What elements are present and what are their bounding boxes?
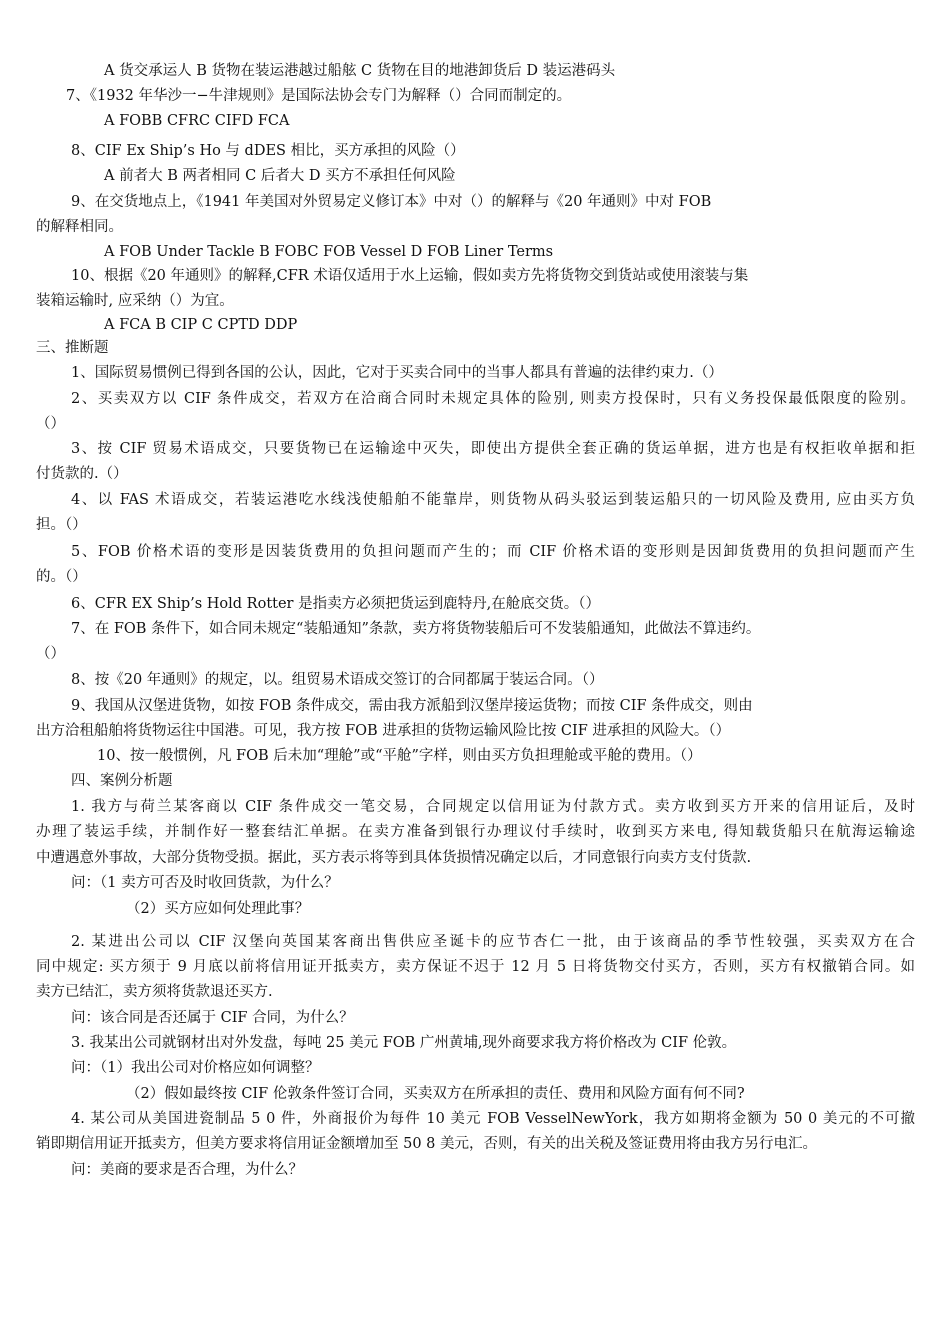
judgment-7: 7、在 FOB 条件下，如合同未规定“装船通知”条款，卖方将货物装船后可不发装船通知，此做法不算违约。 — [71, 621, 761, 637]
case-4-question: 问：美商的要求是否合理，为什么？ — [71, 1162, 303, 1178]
case-3-question-2: （2）假如最终按 CIF 伦敦条件签订合同，买卖双方在所承担的责任、费用和风险方面有何不同? — [126, 1086, 745, 1102]
case-4: 4. 某公司从美国进瓷制品 5 0 件，外商报价为每件 10 美元 FOB VesselNewYork，我方如期将金额为 50 0 美元的不可撤 — [71, 1111, 915, 1127]
case-3-question-1: 问：（1）我出公司对价格应如何调整？ — [71, 1060, 320, 1076]
question-10-cont: 装箱运输时, 应采纳（）为宜。 — [36, 293, 234, 309]
question-9: 9、在交货地点上，《1941 年美国对外贸易定义修订本》中对（）的解释与《20 年通则》中对 FOB — [71, 194, 712, 210]
choice-options-9: A FOB Under Tackle B FOBC FOB Vessel D FOB Liner Terms — [104, 244, 554, 260]
judgment-8: 8、按《20 年通则》的规定，以。组贸易术语成交签订的合同都属于装运合同。（） — [71, 672, 604, 688]
judgment-4: 4、以 FAS 术语成交，若装运港吃水线浅使船舶不能靠岸，则货物从码头驳运到装运船只的一切风险及费用, 应由买方负 — [71, 492, 915, 508]
judgment-3-cont: 付货款的.（） — [36, 466, 128, 482]
judgment-3: 3、按 CIF 贸易术语成交，只要货物已在运输途中灭失，即使出方提供全套正确的货运单据，进方也是有权拒收单据和拒 — [71, 441, 915, 457]
case-2-cont-a: 同中规定: 买方须于 9 月底以前将信用证开抵卖方，卖方保证不迟于 12 月 5 日将货物交付买方，否则，买方有权撤销合同。如 — [36, 959, 915, 975]
judgment-5-cont: 的。（） — [36, 569, 87, 585]
question-8: 8、CIF Ex Ship’s Ho 与 dDES 相比，买方承担的风险（） — [71, 143, 465, 159]
choice-options-7: A FOBB CFRC CIFD FCA — [104, 113, 290, 129]
question-7: 7、《1932 年华沙一−牛津规则》是国际法协会专门为解释（）合同而制定的。 — [66, 88, 572, 104]
judgment-2-cont: （） — [36, 416, 65, 432]
case-3: 3. 我某出公司就钢材出对外发盘，每吨 25 美元 FOB 广州黄埔,现外商要求我方将价格改为 CIF 伦敦。 — [71, 1035, 737, 1051]
case-4-cont: 销即期信用证开抵卖方，但美方要求将信用证金额增加至 50 8 美元，否则，有关的出关税及签证费用将由我方另行电汇。 — [36, 1136, 817, 1152]
judgment-7-cont: （） — [36, 646, 65, 662]
section-heading-3: 三、推断题 — [36, 340, 109, 356]
judgment-2: 2、买卖双方以 CIF 条件成交，若双方在洽商合同时未规定具体的险别, 则卖方投保时，只有义务投保最低限度的险别。 — [71, 391, 915, 407]
case-1: 1. 我方与荷兰某客商以 CIF 条件成交一笔交易，合同规定以信用证为付款方式。卖方收到买方开来的信用证后，及时 — [71, 799, 915, 815]
judgment-4-cont: 担。（） — [36, 517, 87, 533]
question-10: 10、根据《20 年通则》的解释,CFR 术语仅适用于水上运输，假如卖方先将货物交到货站或使用滚装与集 — [71, 268, 749, 284]
case-2-cont-b: 卖方已结汇，卖方须将货款退还买方. — [36, 984, 273, 1000]
choice-options-6: A 货交承运人 B 货物在装运港越过船舷 C 货物在目的地港卸货后 D 装运港码头 — [104, 63, 616, 79]
case-2: 2. 某进出公司以 CIF 汉堡向英国某客商出售供应圣诞卡的应节杏仁一批，由于该商品的季节性较强，买卖双方在合 — [71, 934, 915, 950]
judgment-5: 5、FOB 价格术语的变形是因装货费用的负担问题而产生的；而 CIF 价格术语的变形则是因卸货费用的负担问题而产生 — [71, 544, 915, 560]
choice-options-10: A FCA B CIP C CPTD DDP — [104, 317, 298, 333]
case-1-cont-b: 中遭遇意外事故，大部分货物受损。据此，买方表示将等到具体货损情况确定以后，才同意银行向卖方支付货款. — [36, 850, 752, 866]
case-2-question: 问：该合同是否还属于 CIF 合同，为什么？ — [71, 1010, 354, 1026]
section-heading-4: 四、案例分析题 — [71, 773, 173, 789]
question-9-cont: 的解释相同。 — [36, 219, 123, 235]
judgment-10: 10、按一般惯例，凡 FOB 后未加“理舱”或“平舱”字样，则由买方负担理舱或平舱的费用。（） — [97, 748, 702, 764]
case-1-question-1: 问：（1 卖方可否及时收回货款，为什么？ — [71, 875, 339, 891]
choice-options-8: A 前者大 B 两者相同 C 后者大 D 买方不承担任何风险 — [104, 168, 456, 184]
judgment-6: 6、CFR EX Ship’s Hold Rotter 是指卖方必须把货运到鹿特丹,在舱底交货。（） — [71, 596, 600, 612]
judgment-1: 1、国际贸易惯例已得到各国的公认，因此，它对于买卖合同中的当事人都具有普遍的法律约束力.（） — [71, 365, 723, 381]
case-1-question-2: （2）买方应如何处理此事？ — [126, 901, 310, 917]
judgment-9-cont: 出方洽租船舶将货物运往中国港。可见，我方按 FOB 进承担的货物运输风险比按 CIF 进承担的风险大。（） — [36, 723, 731, 739]
judgment-9: 9、我国从汉堡进货物，如按 FOB 条件成交，需由我方派船到汉堡岸接运货物；而按 CIF 条件成交，则由 — [71, 698, 753, 714]
case-1-cont-a: 办理了装运手续，并制作好一整套结汇单据。在卖方准备到银行办理议付手续时，收到买方来电, 得知载货船只在航海运输途 — [36, 824, 915, 840]
